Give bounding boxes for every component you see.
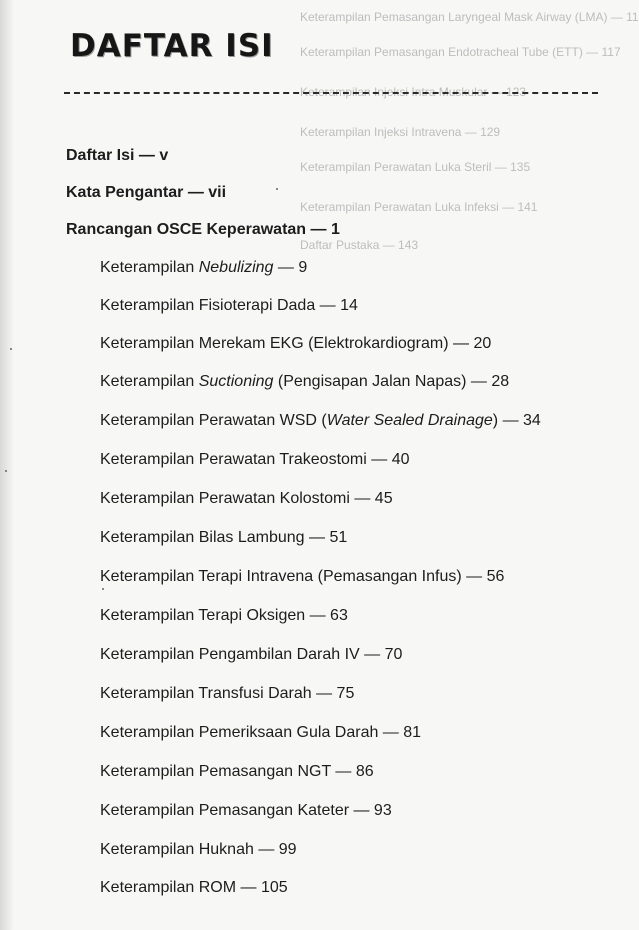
entry-text: Keterampilan Perawatan Trakeostomi — 40 [100,451,410,468]
entry-text: Keterampilan Fisioterapi Dada — 14 [100,297,358,314]
dust-speck [5,470,7,472]
page-title: DAFTAR ISI [70,28,274,64]
toc-sub-entry[interactable] [100,685,354,703]
bleed-line: Keterampilan Perawatan Luka Infeksi — 141 [300,200,538,214]
entry-text: Keterampilan [100,373,199,390]
toc-sub-entry[interactable] [100,373,509,391]
toc-entry-rancangan-osce[interactable]: Rancangan OSCE Keperawatan — 1 [66,221,340,238]
toc-sub-entry[interactable] [100,646,402,664]
dust-speck [102,588,104,590]
bleed-line: Keterampilan Pemasangan Laryngeal Mask Airway (LMA) — 11 [300,10,639,24]
entry-text: Keterampilan Perawatan Kolostomi — 45 [100,490,393,507]
toc-sub-entry[interactable] [100,724,421,742]
bleed-line: Keterampilan Injeksi Intravena — 129 [300,125,501,139]
toc-sub-entry[interactable] [100,802,392,820]
entry-italic-text: Water Sealed Drainage [326,412,493,429]
entry-text: Keterampilan Merekam EKG (Elektrokardiogram) — 20 [100,335,492,352]
toc-sub-entry[interactable] [100,607,348,625]
toc-sub-entry[interactable] [100,879,288,897]
toc-sub-entry[interactable] [100,335,491,353]
entry-text-tail: — 9 [273,259,308,276]
entry-text: Keterampilan Transfusi Darah — 75 [100,685,355,702]
bleed-line: Keterampilan Pemasangan Endotracheal Tube (ETT) — 117 [300,45,621,59]
entry-text: Keterampilan Bilas Lambung — 51 [100,529,348,546]
toc-sub-entry[interactable] [100,568,504,586]
entry-text: Keterampilan Terapi Oksigen — 63 [100,607,348,624]
toc-sub-entry[interactable] [100,297,358,315]
toc-sub-entry[interactable] [100,490,393,508]
entry-text: Keterampilan Pengambilan Darah IV — 70 [100,646,403,663]
entry-text-tail: ) — 34 [492,412,541,429]
toc-sub-entry[interactable] [100,451,409,469]
toc-sub-entry[interactable] [100,259,307,277]
entry-text: Keterampilan Pemeriksaan Gula Darah — 81 [100,724,422,741]
entry-text: Keterampilan Pemasangan Kateter — 93 [100,802,392,819]
toc-sub-entry[interactable] [100,412,541,430]
bleed-line: Daftar Pustaka — 143 [300,238,419,252]
entry-text: Keterampilan Terapi Intravena (Pemasangan Infus) — 56 [100,568,505,585]
entry-text: Keterampilan [100,259,199,276]
entry-text: Keterampilan Huknah — 99 [100,841,297,858]
toc-entry-kata-pengantar[interactable]: Kata Pengantar — vii [66,184,227,201]
entry-italic-text: Suctioning [198,373,274,390]
dust-speck [10,348,12,350]
toc-sub-entry[interactable] [100,841,297,859]
entry-italic-text: Nebulizing [198,259,274,276]
entry-text: Keterampilan Perawatan WSD ( [100,412,327,429]
toc-entry-daftar-isi[interactable]: Daftar Isi — v [66,147,169,164]
entry-text: Keterampilan ROM — 105 [100,879,288,896]
entry-text: Keterampilan Pemasangan NGT — 86 [100,763,374,780]
toc-sub-entry[interactable] [100,763,374,781]
dust-speck [276,188,278,190]
entry-text-tail: (Pengisapan Jalan Napas) — 28 [273,373,510,390]
toc-sub-entry[interactable] [100,529,347,547]
bleed-line: Keterampilan Perawatan Luka Steril — 135 [300,160,531,174]
bleed-line: Keterampilan Injeksi Intra Muskular — 123 [300,85,527,99]
